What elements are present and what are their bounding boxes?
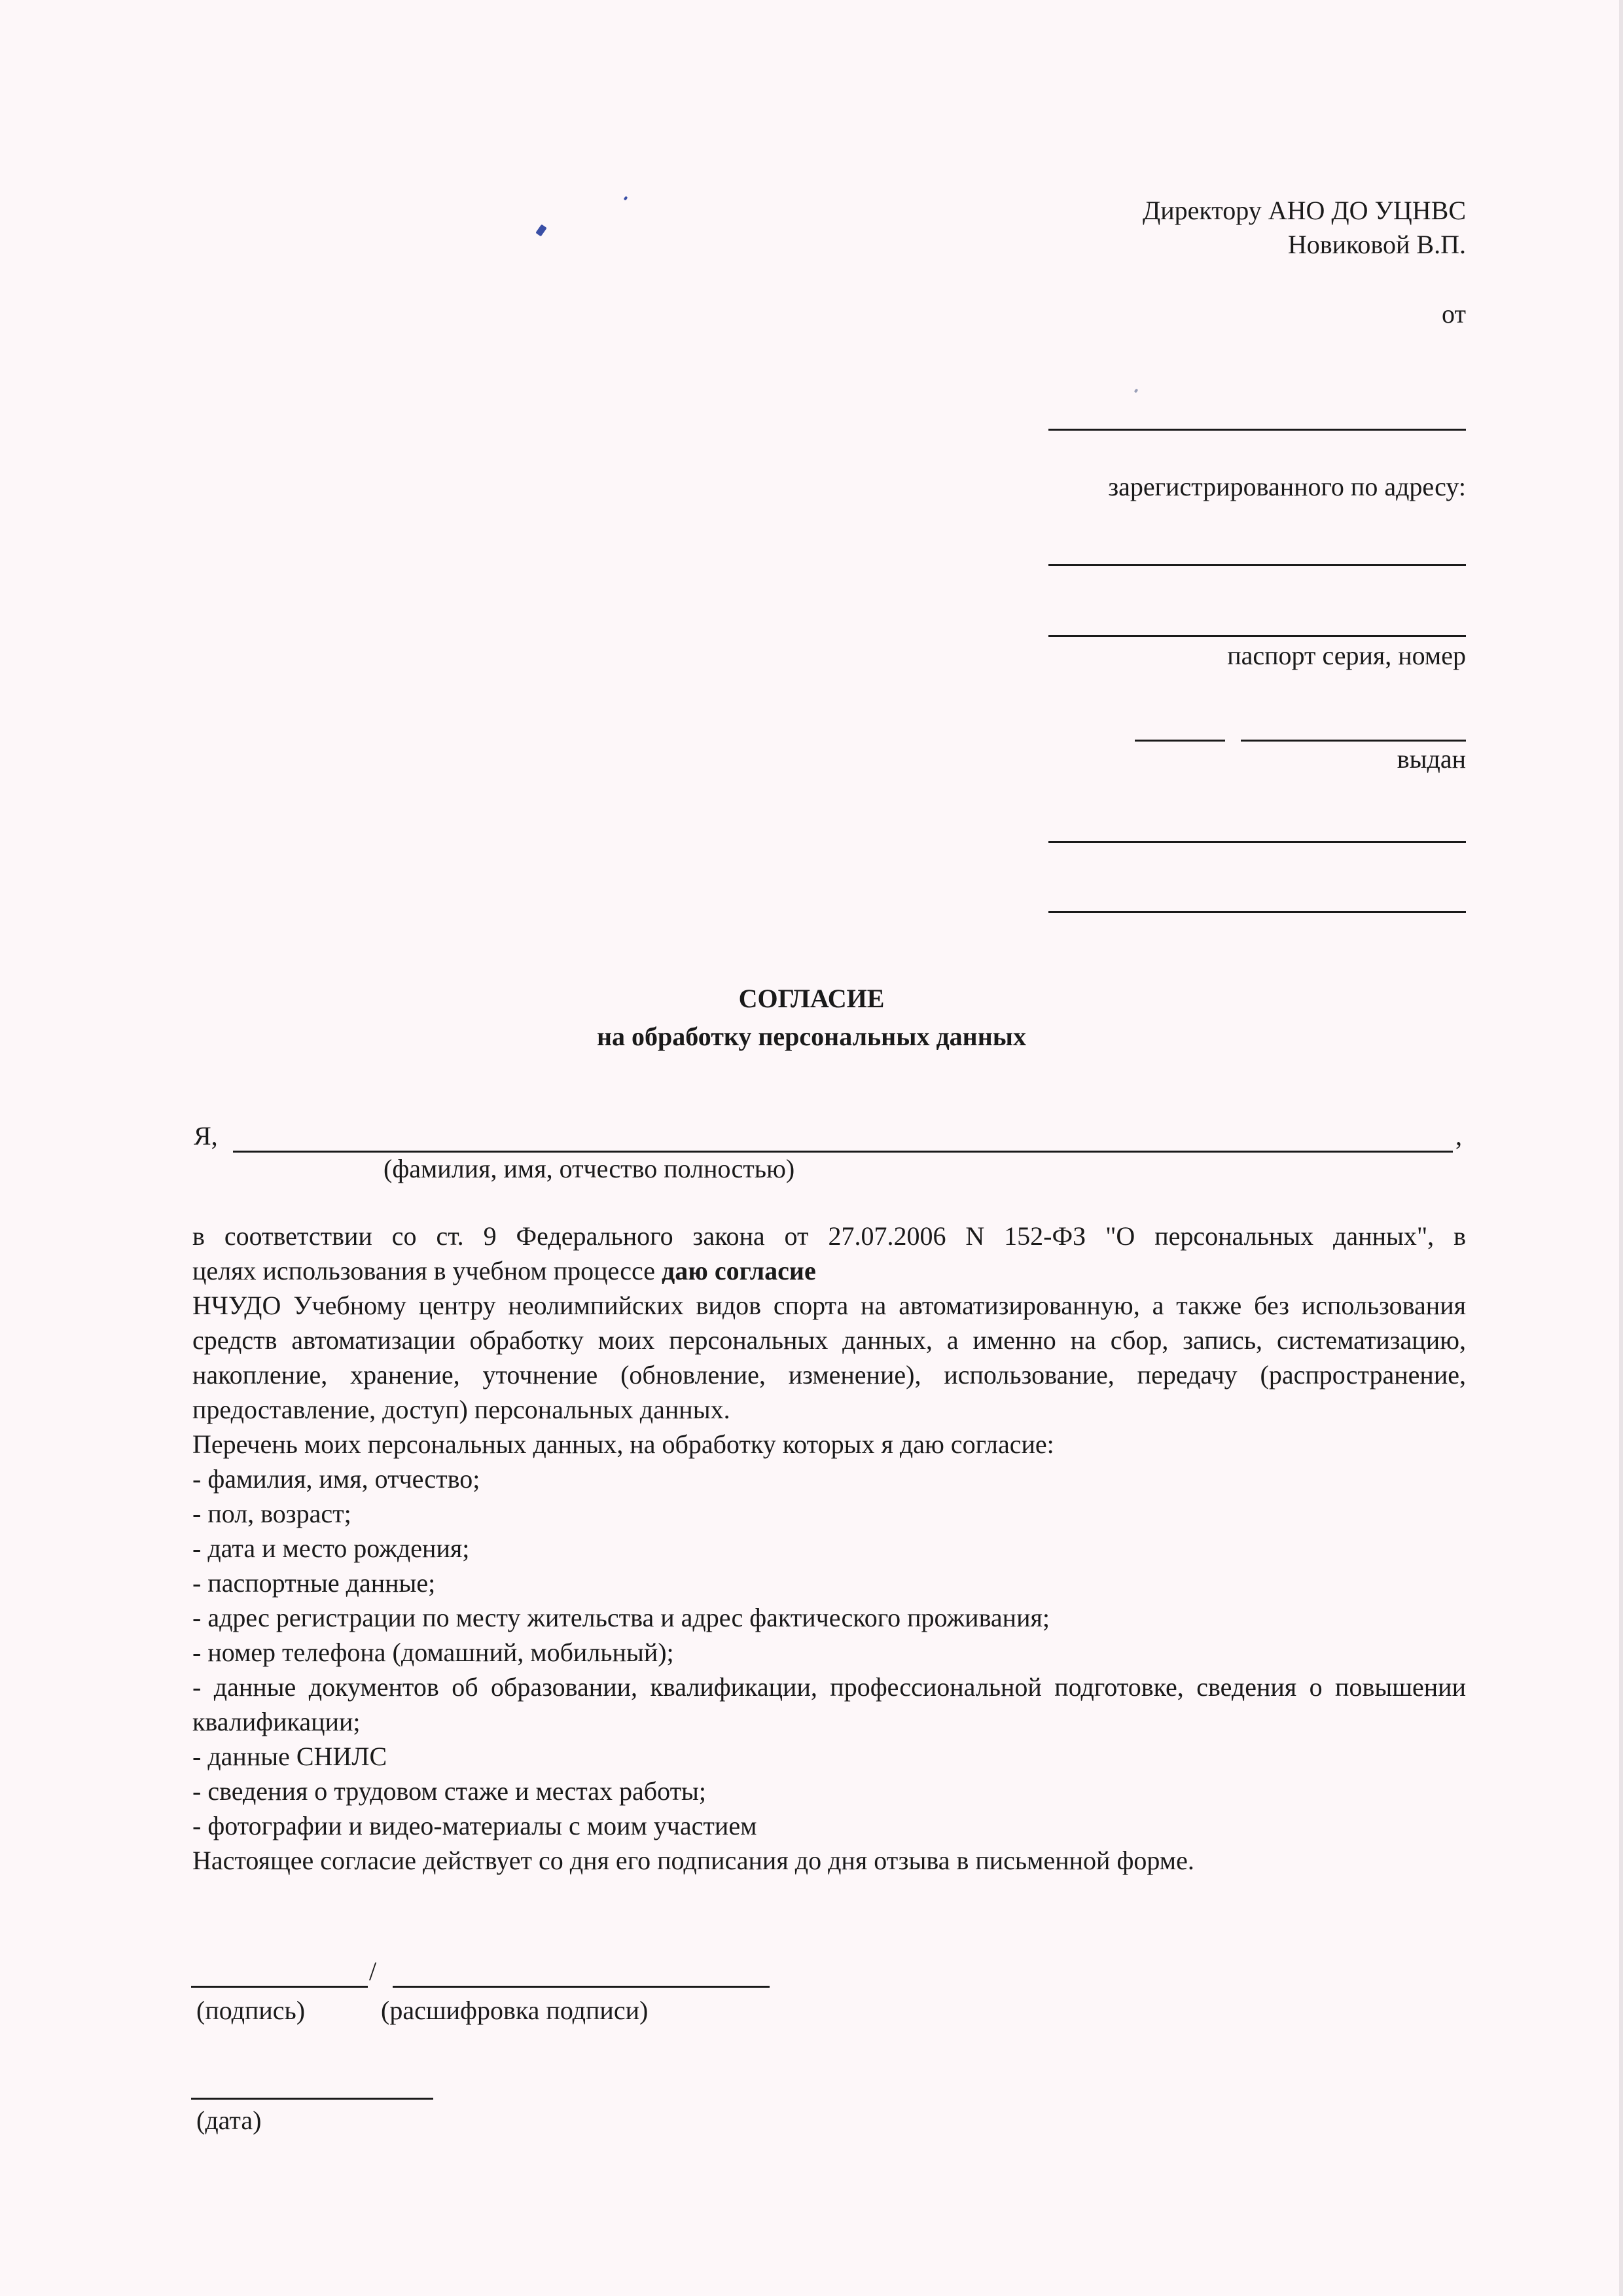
date-field[interactable] <box>191 2098 433 2100</box>
addressee-block <box>1143 194 1466 262</box>
validity-statement: Настоящее согласие действует со дня его подписания до дня отзыва в письменной форме. <box>192 1846 1194 1875</box>
document-subtitle: на обработку персональных данных <box>597 1022 1026 1051</box>
scan-edge <box>1619 0 1623 2296</box>
passport-label: паспорт серия, номер <box>1227 641 1466 670</box>
full-name-caption: (фамилия, имя, отчество полностью) <box>383 1154 795 1183</box>
data-list-intro: Перечень моих персональных данных, на обработку которых я даю согласие: <box>192 1429 1054 1459</box>
data-list-item: - пол, возраст; <box>192 1499 351 1528</box>
data-list-item: - паспортные данные; <box>192 1568 436 1598</box>
consent-paragraph: НЧУДО Учебному центру неолимпийских видов спорта на автоматизированную, а также без использования средств автоматизации обработку моих персональных данных, а именно на сбор, запись, систематизацию, накопление, хранение, уточнение (обновление, изменение), использование, передачу (распространение, предоставление, доступ) персональных данных. <box>192 1291 1466 1424</box>
intro-line-1: в соответствии со ст. 9 Федерального закона от 27.07.2006 N 152-ФЗ "О персональных данных", в <box>192 1221 1466 1251</box>
data-list-item: - данные документов об образовании, квалификации, профессиональной подготовке, сведения о повышении квалификации; <box>192 1672 1466 1736</box>
ink-mark <box>624 196 628 200</box>
signature-decoding-caption: (расшифровка подписи) <box>381 1996 649 2025</box>
data-list-item: - номер телефона (домашний, мобильный); <box>192 1638 674 1667</box>
data-list-item: - фотографии и видео-материалы с моим участием <box>192 1811 757 1840</box>
ink-mark <box>535 224 546 237</box>
intro-line-2 <box>192 1253 1466 1288</box>
signature-field[interactable] <box>191 1986 368 1988</box>
from-label: от <box>1442 299 1466 329</box>
passport-series-field[interactable] <box>1135 740 1225 742</box>
intro-line-2-text: целях использования в учебном процессе <box>192 1256 662 1285</box>
address-field-1[interactable] <box>1048 564 1466 566</box>
data-list-item: - сведения о трудовом стаже и местах работы; <box>192 1776 707 1806</box>
document-title: СОГЛАСИЕ <box>738 984 885 1013</box>
issued-by-field-1[interactable] <box>1048 841 1466 843</box>
consent-body <box>192 1219 1466 1878</box>
signature-decoding-field[interactable] <box>393 1986 770 1988</box>
signature-caption: (подпись) <box>196 1996 306 2025</box>
address-field-2[interactable] <box>1048 635 1466 637</box>
name-suffix: , <box>1455 1121 1462 1151</box>
registered-label: зарегистрированного по адресу: <box>1108 472 1466 501</box>
ink-mark <box>1134 388 1139 393</box>
from-name-field[interactable] <box>1048 429 1466 431</box>
addressee-line1: Директору АНО ДО УЦНВС <box>1142 196 1466 225</box>
addressee-line2: Новиковой В.П. <box>1287 230 1466 259</box>
data-list-item: - дата и место рождения; <box>192 1534 470 1563</box>
date-caption: (дата) <box>196 2106 262 2135</box>
passport-number-field[interactable] <box>1241 740 1466 742</box>
signature-separator: / <box>369 1956 377 1986</box>
issued-label: выдан <box>1397 744 1466 774</box>
name-prefix: Я, <box>194 1121 218 1151</box>
consent-phrase: даю согласие <box>662 1256 816 1285</box>
data-list-item: - данные СНИЛС <box>192 1742 387 1771</box>
issued-by-field-2[interactable] <box>1048 911 1466 913</box>
data-list-item: - адрес регистрации по месту жительства и адрес фактического проживания; <box>192 1603 1050 1632</box>
data-list-item: - фамилия, имя, отчество; <box>192 1464 480 1494</box>
